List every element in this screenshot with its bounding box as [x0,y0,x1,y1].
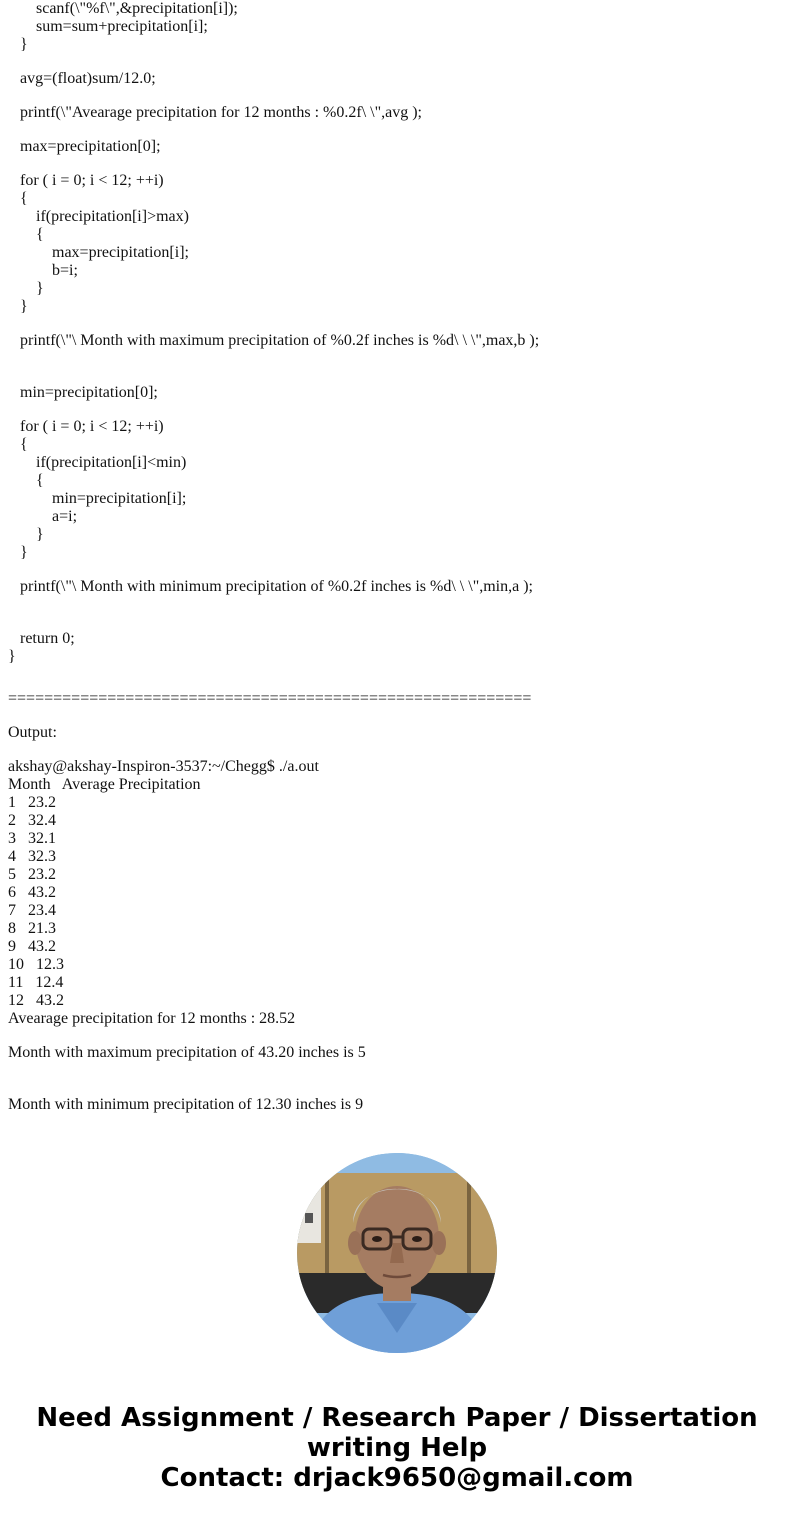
terminal-prompt: akshay@akshay-Inspiron-3537:~/Chegg$ ./a.out [8,758,319,775]
precipitation-value: 23.2 [28,866,56,883]
separator-line: ========================================================== [8,690,532,707]
column-gap [16,794,28,811]
code-line: } [36,526,44,543]
code-line: { [36,226,44,243]
code-line: } [20,298,28,315]
author-avatar [297,1153,497,1353]
output-table-row [8,974,63,992]
code-line: max=precipitation[0]; [20,138,161,155]
average-result: Avearage precipitation for 12 months : 28.52 [8,1010,296,1027]
month-number: 7 [8,902,16,919]
promo-headline: Need Assignment / Research Paper / Dissertation [36,1403,758,1433]
code-line: max=precipitation[i]; [52,244,189,261]
month-number: 3 [8,830,16,847]
month-number: 12 [8,992,24,1009]
output-table-row [8,848,56,866]
code-line: } [36,280,44,297]
code-line: for ( i = 0; i < 12; ++i) [20,418,164,435]
code-line: printf(\"\ Month with minimum precipitation of %0.2f inches is %d\ \ \",min,a ); [20,578,533,595]
code-line: b=i; [52,262,78,279]
month-number: 2 [8,812,16,829]
code-line: if(precipitation[i]>max) [36,208,189,225]
output-table-row [8,830,56,848]
code-line: { [20,190,28,207]
output-table-header: Month Average Precipitation [8,776,201,793]
promo-banner [0,1403,794,1493]
code-line: min=precipitation[i]; [52,490,187,507]
month-number: 1 [8,794,16,811]
code-line: avg=(float)sum/12.0; [20,70,156,87]
column-gap [16,830,28,847]
month-number: 10 [8,956,24,973]
min-result: Month with minimum precipitation of 12.30 inches is 9 [8,1096,364,1113]
code-line: min=precipitation[0]; [20,384,158,401]
month-number: 4 [8,848,16,865]
month-number: 11 [8,974,24,991]
code-line: scanf(\"%f\",&precipitation[i]); [36,0,238,17]
column-gap [16,812,28,829]
column-gap [16,938,28,955]
code-line: for ( i = 0; i < 12; ++i) [20,172,164,189]
promo-contact: Contact: drjack9650@gmail.com [160,1463,634,1493]
precipitation-value: 43.2 [28,938,56,955]
precipitation-value: 32.3 [28,848,56,865]
output-table-row [8,884,56,902]
column-gap [16,920,28,937]
output-table-row [8,794,56,812]
max-result: Month with maximum precipitation of 43.20 inches is 5 [8,1044,366,1061]
code-line: return 0; [20,630,75,647]
month-number: 9 [8,938,16,955]
output-table-row [8,866,56,884]
output-table-row [8,992,64,1010]
precipitation-value: 12.4 [35,974,64,991]
precipitation-value: 23.2 [28,794,56,811]
precipitation-value: 21.3 [28,920,56,937]
output-table-row [8,956,64,974]
column-gap [16,866,28,883]
code-line: if(precipitation[i]<min) [36,454,187,471]
output-table-row [8,902,56,920]
code-line: { [36,472,44,489]
month-number: 6 [8,884,16,901]
column-gap [23,974,35,991]
precipitation-value: 32.1 [28,830,56,847]
precipitation-value: 32.4 [28,812,56,829]
code-line: printf(\"\ Month with maximum precipitation of %0.2f inches is %d\ \ \",max,b ); [20,332,540,349]
output-table-row [8,812,56,830]
output-label: Output: [8,724,57,741]
code-line: } [20,544,28,561]
column-gap [16,902,28,919]
code-line: printf(\"Avearage precipitation for 12 months : %0.2f\ \",avg ); [20,104,422,121]
output-table-row [8,938,56,956]
column-gap [24,956,36,973]
column-gap [24,992,36,1009]
precipitation-value: 43.2 [36,992,64,1009]
code-line: } [20,36,28,53]
code-line: } [8,648,16,665]
month-number: 8 [8,920,16,937]
promo-subheadline: writing Help [306,1433,488,1463]
code-line: a=i; [52,508,78,525]
code-line: { [20,436,28,453]
precipitation-value: 12.3 [36,956,64,973]
output-table-row [8,920,56,938]
person-photo-icon [297,1153,497,1353]
code-line: sum=sum+precipitation[i]; [36,18,208,35]
precipitation-value: 23.4 [28,902,56,919]
precipitation-value: 43.2 [28,884,56,901]
month-number: 5 [8,866,16,883]
column-gap [16,848,28,865]
column-gap [16,884,28,901]
